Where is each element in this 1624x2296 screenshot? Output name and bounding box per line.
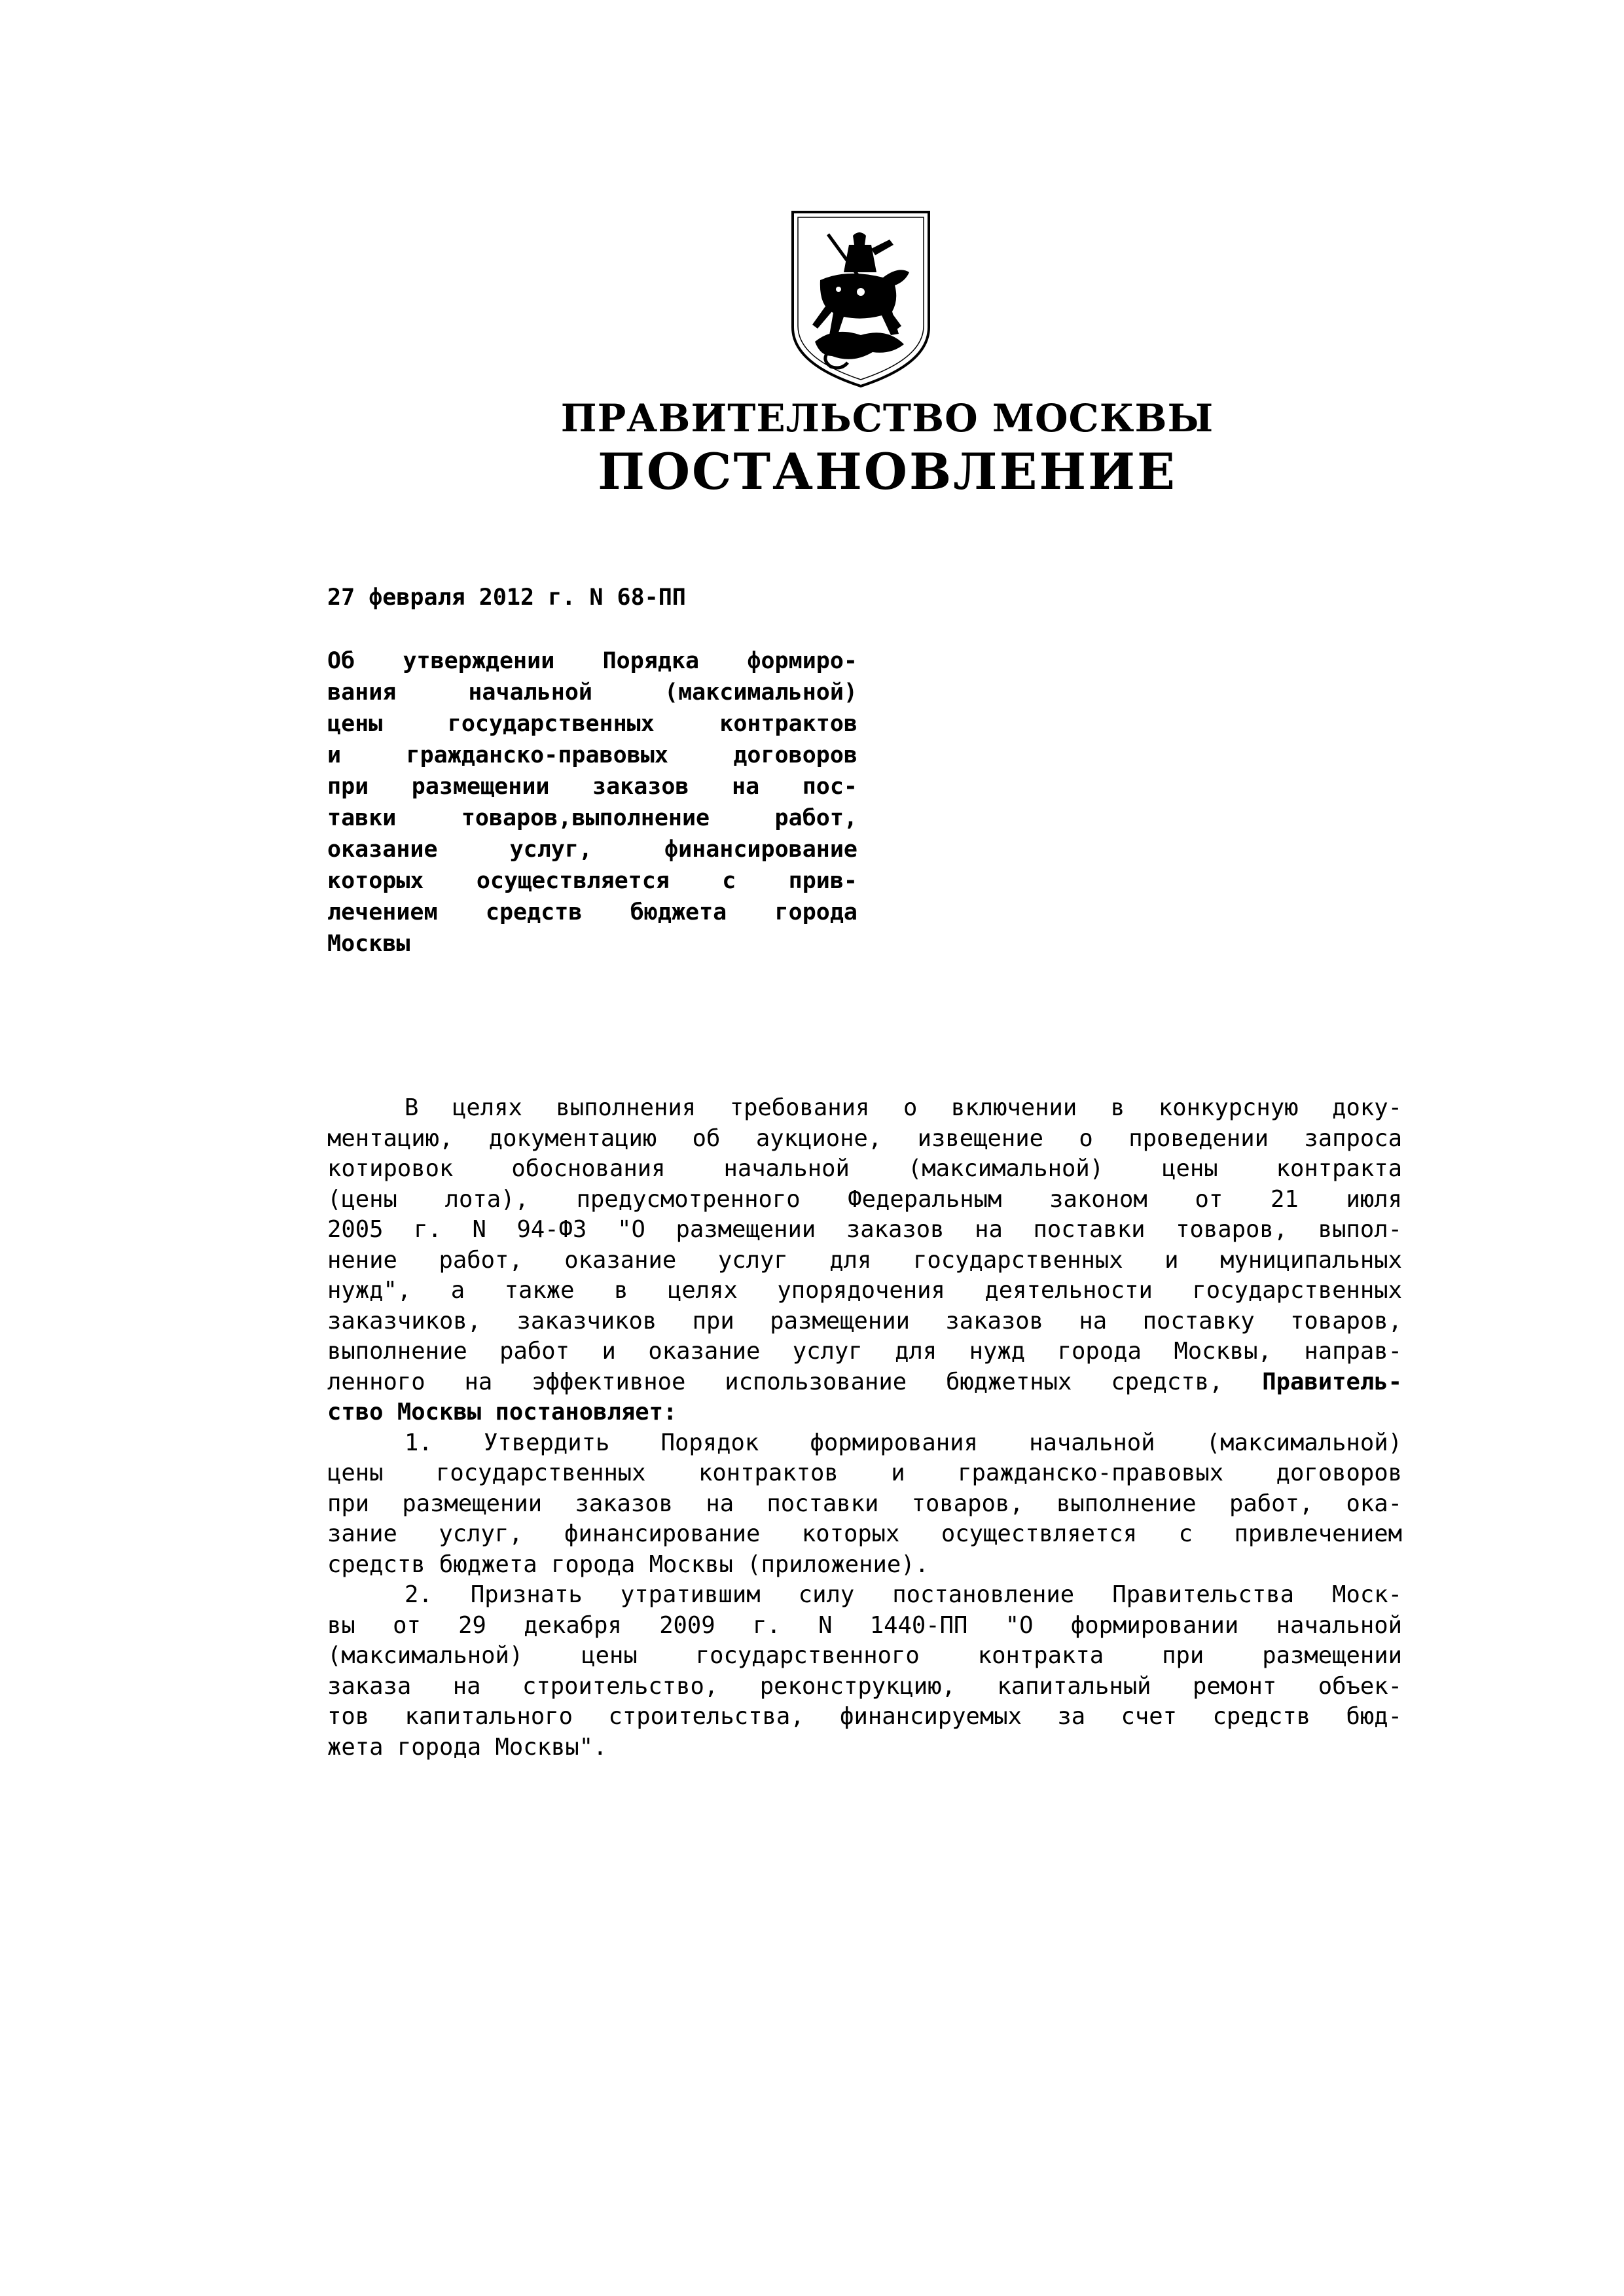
title-line: тавки товаров,выполнение работ,: [327, 805, 857, 831]
title-line: и гражданско-правовых договоров: [327, 742, 857, 768]
body-line: заказчиков, заказчиков при размещении заказов на поставку товаров,: [327, 1307, 1402, 1335]
title-line: при размещении заказов на пос-: [327, 774, 857, 800]
body-line: нужд", а также в целях упорядочения деятельности государственных: [327, 1277, 1402, 1304]
title-line: Москвы: [327, 931, 410, 957]
item-2-line: 2. Признать утратившим силу постановление Правительства Моск-: [405, 1581, 1402, 1608]
body-line: В целях выполнения требования о включении в конкурсную доку-: [405, 1094, 1402, 1121]
item-2-line: жета города Москвы".: [327, 1733, 607, 1761]
document-title: [327, 645, 857, 960]
item-2-line: тов капитального строительства, финансируемых за счет средств бюд-: [327, 1703, 1402, 1730]
item-2-line: заказа на строительство, реконструкцию, капитальный ремонт объек-: [327, 1672, 1402, 1700]
item-1-line: средств бюджета города Москвы (приложение).: [327, 1551, 929, 1578]
organization-name: ПРАВИТЕЛЬСТВО МОСКВЫ: [560, 396, 1214, 440]
body-text-bold: Правитель-: [1262, 1368, 1402, 1395]
moscow-coat-of-arms-icon: [789, 208, 933, 390]
title-line: цены государственных контрактов: [327, 711, 857, 737]
title-line: лечением средств бюджета города: [327, 899, 857, 925]
document-body: [327, 1093, 1402, 1763]
title-line: оказание услуг, финансирование: [327, 836, 857, 863]
body-line: котировок обоснования начальной (максимальной) цены контракта: [327, 1155, 1402, 1182]
title-line: Об утверждении Порядка формиро-: [327, 648, 857, 674]
body-line: ментацию, документацию об аукционе, извещение о проведении запроса: [327, 1124, 1402, 1152]
title-line: которых осуществляется с прив-: [327, 868, 857, 894]
body-text-bold: ство Москвы постановляет:: [327, 1399, 677, 1426]
body-line: (цены лота), предусмотренного Федеральным законом от 21 июля: [327, 1185, 1402, 1213]
title-line: вания начальной (максимальной): [327, 679, 857, 706]
body-line-mixed: [327, 1367, 1402, 1398]
document-date-number: 27 февраля 2012 г. N 68-ПП: [327, 584, 686, 611]
document-type: ПОСТАНОВЛЕНИЕ: [598, 442, 1177, 501]
body-line: нение работ, оказание услуг для государственных и муниципальных: [327, 1246, 1402, 1274]
item-2-line: (максимальной) цены государственного контракта при размещении: [327, 1642, 1402, 1669]
item-1-line: цены государственных контрактов и гражданско-правовых договоров: [327, 1460, 1402, 1486]
body-line: [327, 1397, 1402, 1428]
item-1-line: при размещении заказов на поставки товаров, выполнение работ, ока-: [327, 1490, 1402, 1517]
body-line: выполнение работ и оказание услуг для нужд города Москвы, направ-: [327, 1338, 1402, 1365]
item-1-line: зание услуг, финансирование которых осуществляется с привлечением: [327, 1520, 1402, 1547]
body-text: ленного на эффективное использование бюджетных средств,: [327, 1368, 1263, 1395]
item-2-line: вы от 29 декабря 2009 г. N 1440-ПП "О формировании начальной: [327, 1611, 1402, 1639]
item-1-line: 1. Утвердить Порядок формирования начальной (максимальной): [405, 1429, 1402, 1456]
body-line: 2005 г. N 94-ФЗ "О размещении заказов на поставки товаров, выпол-: [327, 1216, 1402, 1243]
